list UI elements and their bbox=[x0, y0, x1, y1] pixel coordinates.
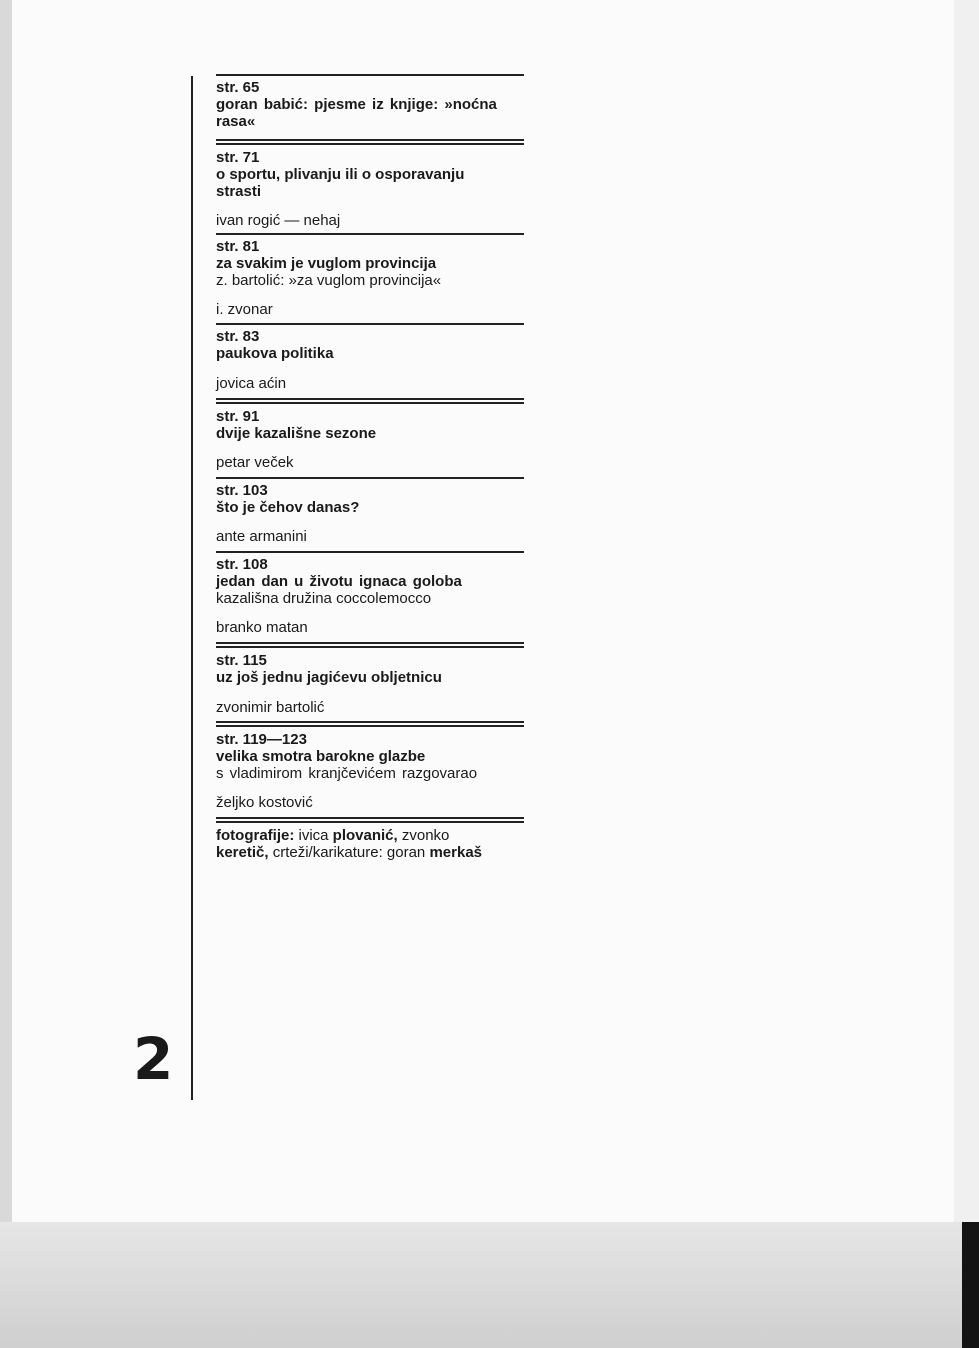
entry-page: str. 81 bbox=[216, 238, 260, 255]
entry-page: str. 65 bbox=[216, 79, 260, 96]
toc-entry bbox=[216, 145, 524, 229]
toc-entry bbox=[216, 648, 524, 716]
entry-title: goran babić: pjesme iz knjige: »noćna bbox=[216, 96, 497, 113]
entry-title: dvije kazališne sezone bbox=[216, 425, 377, 442]
credits-name: keretič, bbox=[216, 844, 269, 861]
entry-title: jedan dan u životu ignaca goloba bbox=[216, 573, 462, 590]
entry-author: zvonimir bartolić bbox=[216, 699, 325, 716]
entry-title: velika smotra barokne glazbe bbox=[216, 748, 426, 765]
page-number: 2 bbox=[133, 1025, 174, 1093]
credits-text: ivica bbox=[294, 827, 333, 844]
credits-name: merkaš bbox=[429, 844, 482, 861]
entry-page: str. 71 bbox=[216, 149, 260, 166]
toc-entry bbox=[216, 479, 524, 545]
entry-subtitle: kazališna družina coccolemocco bbox=[216, 590, 432, 607]
entry-subtitle: z. bartolić: »za vuglom provincija« bbox=[216, 272, 442, 289]
credits-name: plovanić, bbox=[332, 827, 398, 844]
entry-author: ante armanini bbox=[216, 528, 307, 545]
entry-author: željko kostović bbox=[216, 794, 313, 811]
toc-entry bbox=[216, 235, 524, 318]
entry-title: za svakim je vuglom provincija bbox=[216, 255, 437, 272]
scan-corner-mark bbox=[962, 1222, 979, 1348]
credits-text: zvonko bbox=[397, 827, 450, 844]
toc-entry bbox=[216, 727, 524, 811]
credits-text: crteži/karikature: goran bbox=[268, 844, 430, 861]
entry-author: petar veček bbox=[216, 454, 294, 471]
vertical-rule bbox=[191, 76, 193, 1100]
toc-entry bbox=[216, 325, 524, 392]
entry-title: o sportu, plivanju ili o osporavanju bbox=[216, 166, 465, 183]
entry-page: str. 115 bbox=[216, 652, 267, 669]
toc-entry bbox=[216, 553, 524, 636]
entry-title: uz još jednu jagićevu obljetnicu bbox=[216, 669, 442, 686]
page-edge-strip bbox=[954, 0, 979, 1222]
entry-subtitle: s vladimirom kranjčevićem razgovarao bbox=[216, 765, 478, 782]
entry-page: str. 83 bbox=[216, 328, 260, 345]
entry-author: ivan rogić — nehaj bbox=[216, 212, 341, 229]
entry-title: strasti bbox=[216, 183, 262, 200]
table-of-contents bbox=[216, 74, 524, 861]
entry-author: branko matan bbox=[216, 619, 308, 636]
entry-page: str. 108 bbox=[216, 556, 268, 573]
entry-page: str. 103 bbox=[216, 482, 268, 499]
entry-page: str. 119—123 bbox=[216, 731, 307, 748]
toc-entry bbox=[216, 404, 524, 471]
entry-title: rasa« bbox=[216, 113, 256, 130]
entry-author: i. zvonar bbox=[216, 301, 273, 318]
photo-credits bbox=[216, 823, 496, 861]
credits-label: fotografije: bbox=[216, 827, 295, 844]
entry-title: paukova politika bbox=[216, 345, 334, 362]
entry-page: str. 91 bbox=[216, 408, 260, 425]
toc-entry bbox=[216, 76, 524, 130]
entry-title: što je čehov danas? bbox=[216, 499, 360, 516]
entry-author: jovica aćin bbox=[216, 375, 287, 392]
scan-bottom-edge bbox=[0, 1222, 979, 1348]
